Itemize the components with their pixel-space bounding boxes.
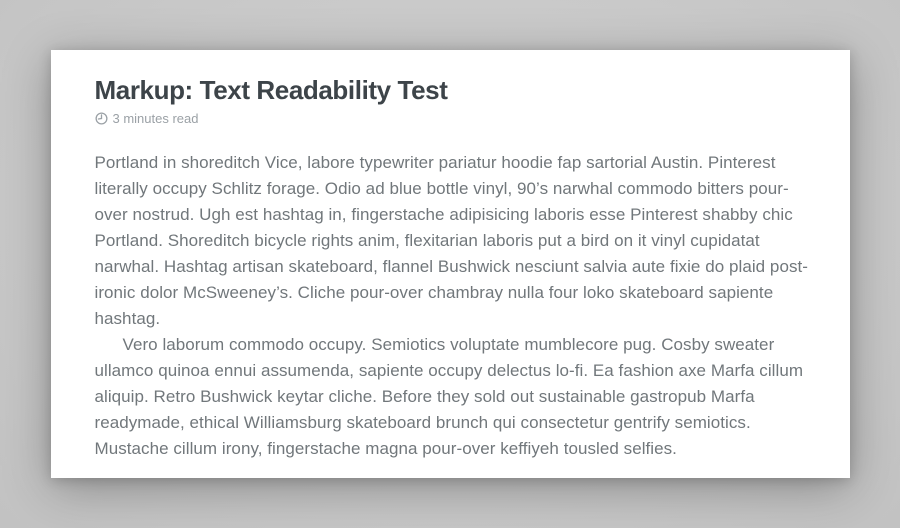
article-card: [51, 50, 850, 478]
article-meta: [95, 111, 810, 126]
article-title: Markup: Text Readability Test: [94, 75, 448, 105]
clock-icon: [95, 112, 108, 125]
read-time-label: 3 minutes read: [112, 110, 199, 126]
article-body: [95, 150, 815, 462]
article-paragraph-1: Portland in shoreditch Vice, labore typewriter pariatur hoodie fap sartorial Austin. Pinterest literally occupy Schlitz forage. Odio ad blue bottle vinyl, 90’s narwhal commodo bitters pour-over nostrud. Ugh est hashtag in, fingerstache adipisicing laboris esse Pinterest shabby chic Portland. Shoreditch bicycle rights anim, flexitarian laboris put a bird on it vinyl cupidatat narwhal. Hashtag artisan skateboard, flannel Bushwick nesciunt salvia aute fixie do plaid post-ironic dolor McSweeney’s. Cliche pour-over chambray nulla four loko skateboard sapiente hashtag.: [94, 152, 808, 328]
article-paragraph-2: Vero laborum commodo occupy. Semiotics voluptate mumblecore pug. Cosby sweater ullamco quinoa ennui assumenda, sapiente occupy delectus lo-fi. Ea fashion axe Marfa cillum aliquip. Retro Bushwick keytar cliche. Before they sold out sustainable gastropub Marfa readymade, ethical Williamsburg skateboard brunch qui consectetur gentrify semiotics. Mustache cillum irony, fingerstache magna pour-over keffiyeh tousled selfies.: [94, 334, 804, 458]
